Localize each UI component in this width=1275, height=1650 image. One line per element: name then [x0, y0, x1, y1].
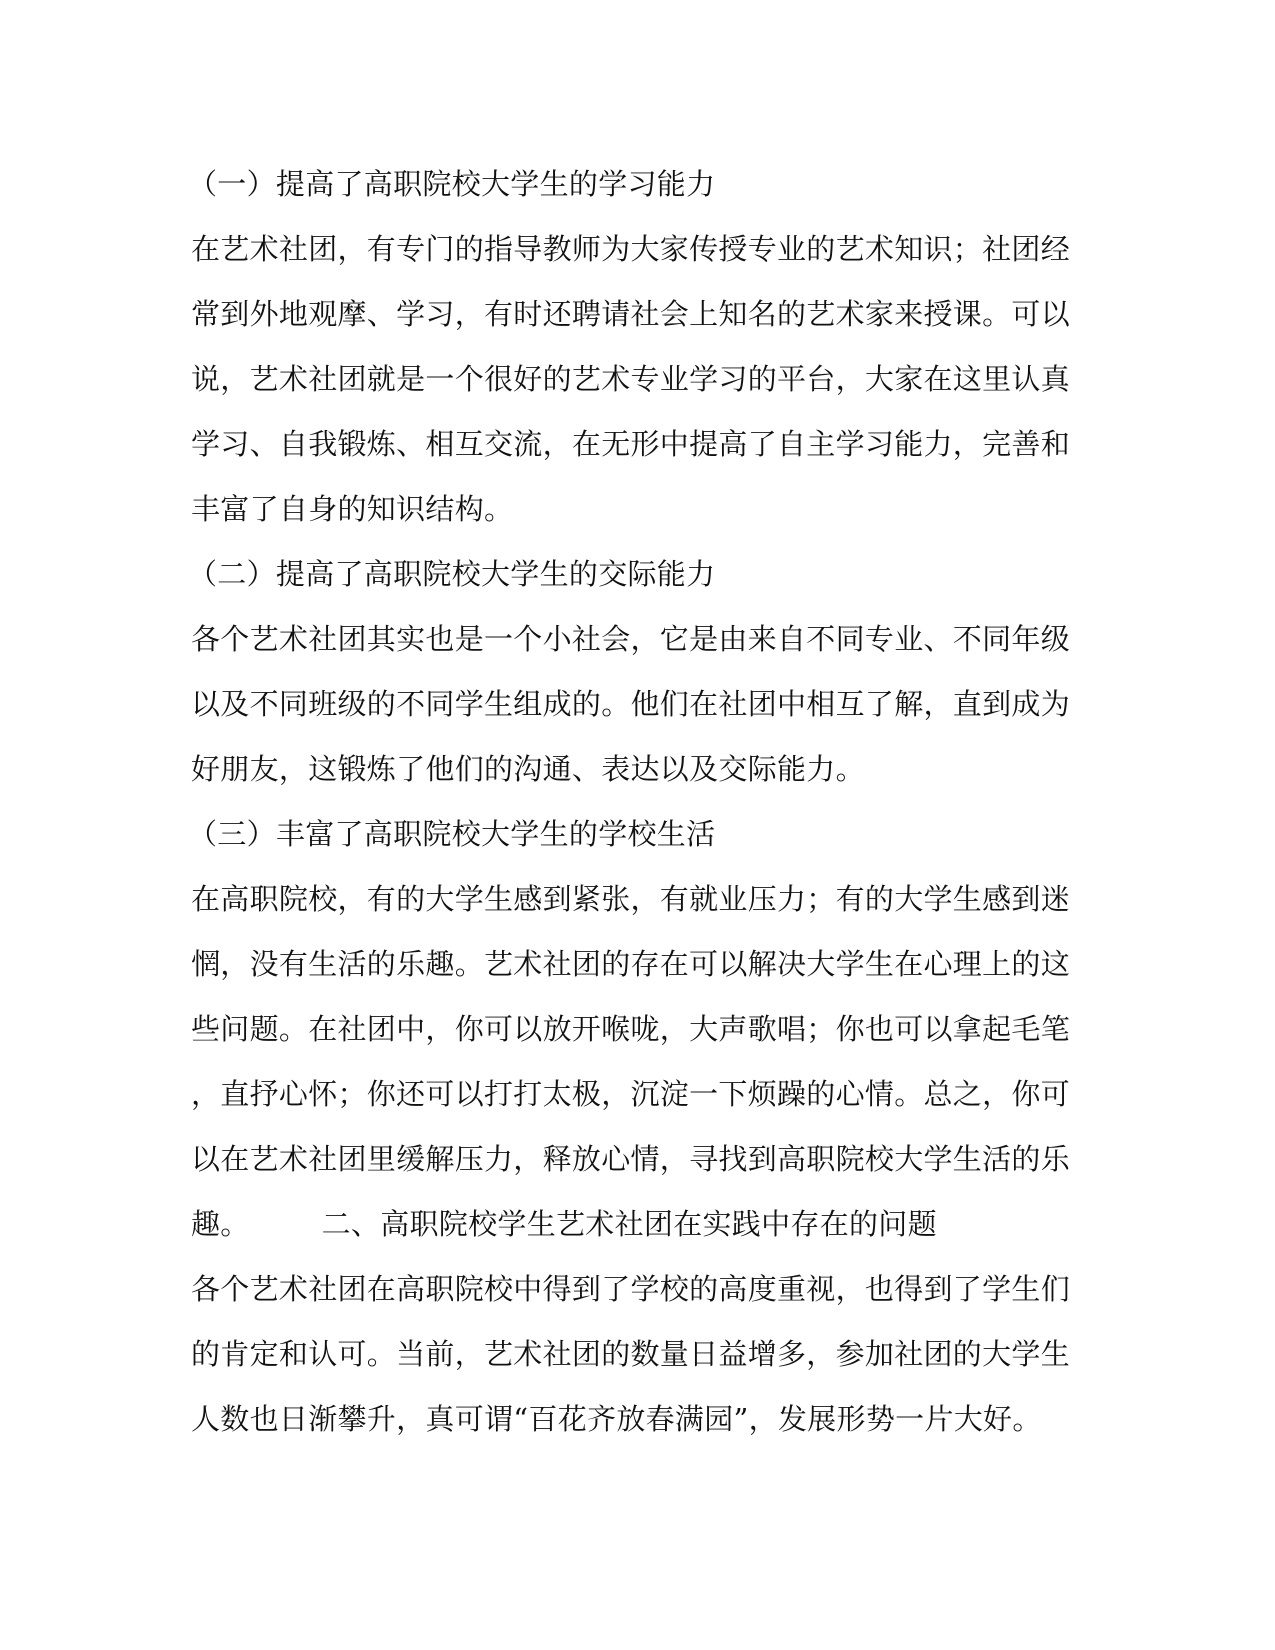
paragraph-line: 惘，没有生活的乐趣。艺术社团的存在可以解决大学生在心理上的这 [191, 947, 1071, 981]
section-heading-1: （一）提高了高职院校大学生的学习能力 [188, 167, 716, 201]
chapter-heading-2: 二、高职院校学生艺术社团在实践中存在的问题 [321, 1207, 937, 1241]
section-heading-3: （三）丰富了高职院校大学生的学校生活 [188, 817, 716, 851]
paragraph-line: 各个艺术社团其实也是一个小社会，它是由来自不同专业、不同年级 [191, 622, 1071, 656]
document-body [188, 152, 1071, 1452]
paragraph-line: 以在艺术社团里缓解压力，释放心情，寻找到高职院校大学生活的乐 [191, 1142, 1071, 1176]
paragraph-line: 说，艺术社团就是一个很好的艺术专业学习的平台，大家在这里认真 [191, 362, 1071, 396]
paragraph-end-text: 趣。 [191, 1207, 250, 1241]
paragraph-line: 学习、自我锻炼、相互交流，在无形中提高了自主学习能力，完善和 [191, 427, 1071, 461]
paragraph-line: 人数也日渐攀升，真可谓“百花齐放春满园”，发展形势一片大好。 [191, 1402, 1042, 1436]
paragraph-line: 在高职院校，有的大学生感到紧张，有就业压力；有的大学生感到迷 [191, 882, 1071, 916]
paragraph-line: 的肯定和认可。当前，艺术社团的数量日益增多，参加社团的大学生 [191, 1337, 1071, 1371]
paragraph-line: 些问题。在社团中，你可以放开喉咙，大声歌唱；你也可以拿起毛笔 [191, 1012, 1071, 1046]
paragraph-line: 常到外地观摩、学习，有时还聘请社会上知名的艺术家来授课。可以 [191, 297, 1071, 331]
section-heading-2: （二）提高了高职院校大学生的交际能力 [188, 557, 716, 591]
paragraph-line: 以及不同班级的不同学生组成的。他们在社团中相互了解，直到成为 [191, 687, 1071, 721]
paragraph-line: 好朋友，这锻炼了他们的沟通、表达以及交际能力。 [191, 752, 865, 786]
paragraph-line-with-heading [191, 1192, 1071, 1257]
paragraph-line: 在艺术社团，有专门的指导教师为大家传授专业的艺术知识；社团经 [191, 232, 1071, 266]
paragraph-line: 各个艺术社团在高职院校中得到了学校的高度重视，也得到了学生们 [191, 1272, 1071, 1306]
paragraph-line: ，直抒心怀；你还可以打打太极，沉淀一下烦躁的心情。总之，你可 [191, 1077, 1071, 1111]
paragraph-line: 丰富了自身的知识结构。 [191, 492, 514, 526]
